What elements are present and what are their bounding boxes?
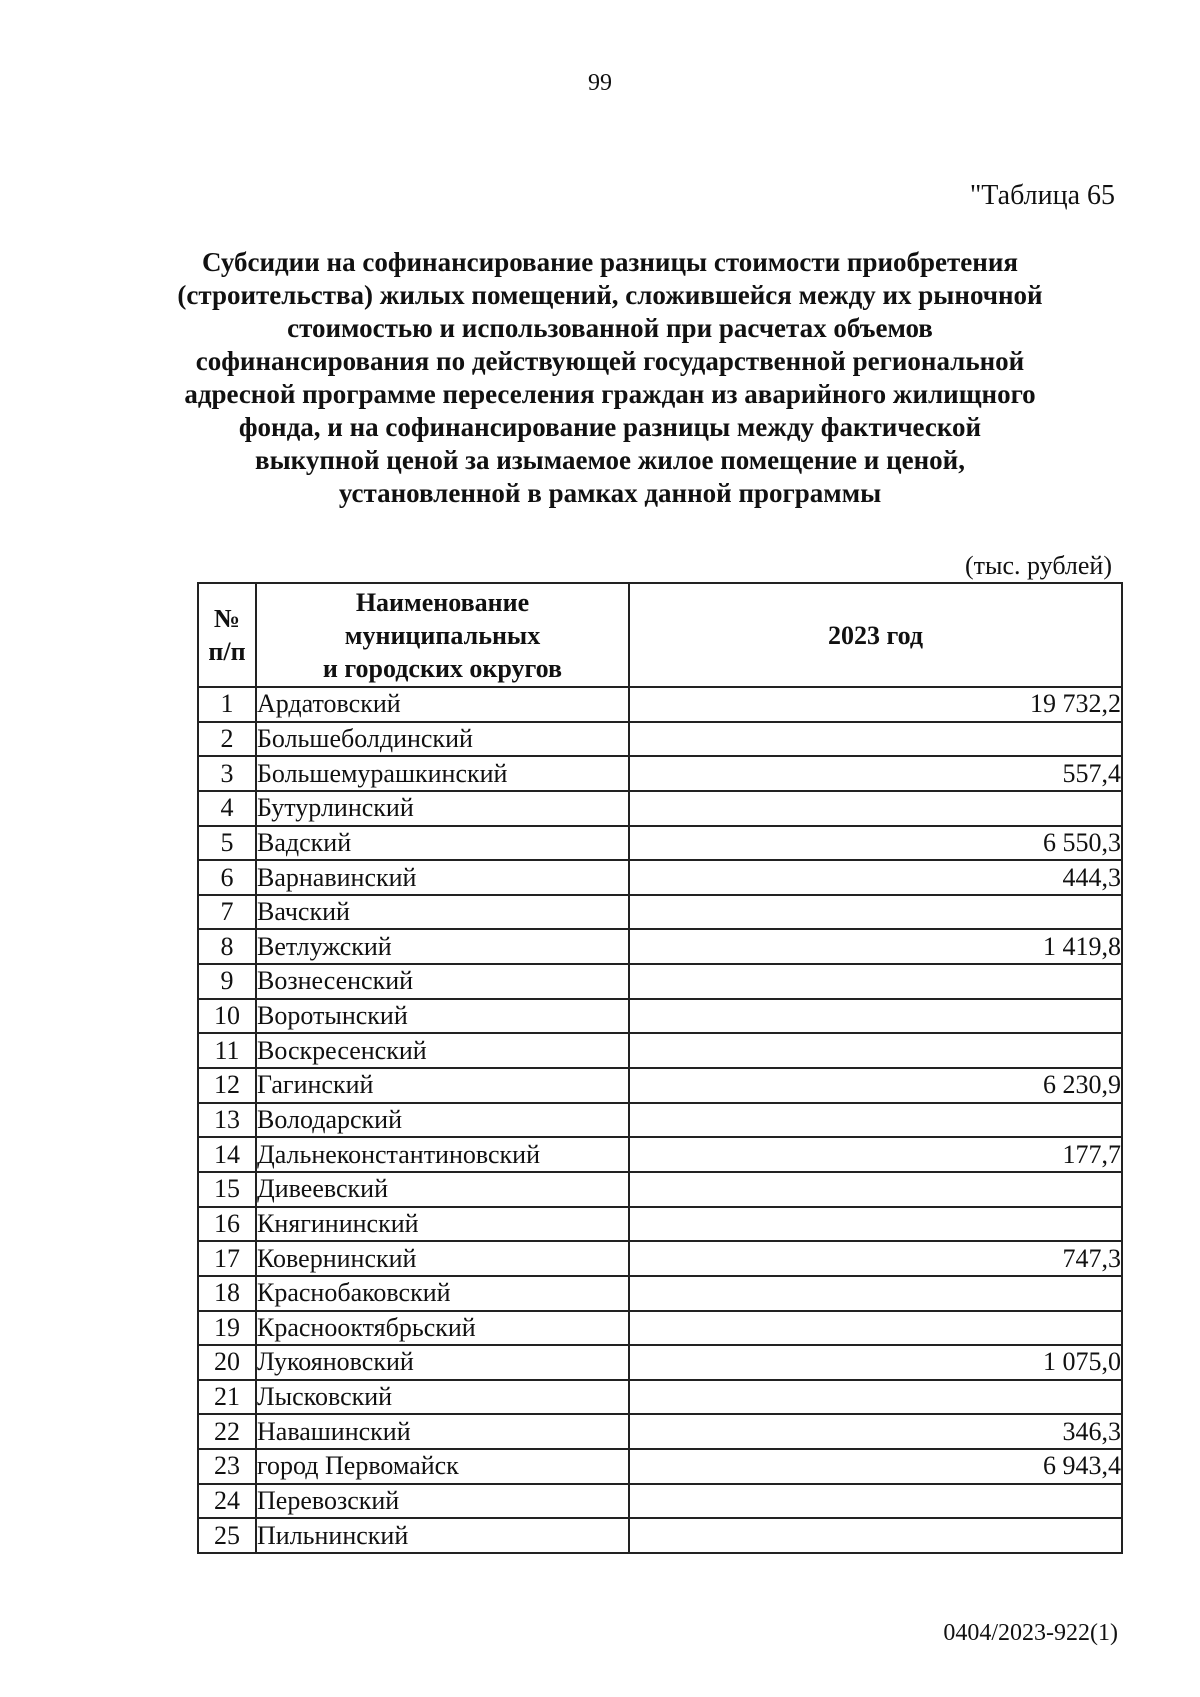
amount-2023 bbox=[629, 1033, 1122, 1068]
table-row bbox=[198, 1414, 1122, 1449]
amount-2023: 6 943,4 bbox=[629, 1449, 1122, 1484]
table-row bbox=[198, 895, 1122, 930]
municipality-name: Большемурашкинский bbox=[256, 756, 629, 791]
document-code: 0404/2023-922(1) bbox=[943, 1620, 1118, 1646]
amount-2023: 6 230,9 bbox=[629, 1068, 1122, 1103]
table-row bbox=[198, 1172, 1122, 1207]
amount-2023 bbox=[629, 1380, 1122, 1415]
title-line: адресной программе переселения граждан из аварийного жилищного bbox=[184, 379, 1036, 409]
table-row bbox=[198, 1137, 1122, 1172]
table-row bbox=[198, 1276, 1122, 1311]
amount-2023: 444,3 bbox=[629, 860, 1122, 895]
municipality-name: город Первомайск bbox=[256, 1449, 629, 1484]
amount-2023: 6 550,3 bbox=[629, 826, 1122, 861]
municipality-name: Дальнеконстантиновский bbox=[256, 1137, 629, 1172]
row-number: 15 bbox=[198, 1172, 256, 1207]
subsidy-table bbox=[197, 582, 1123, 1554]
municipality-name: Дивеевский bbox=[256, 1172, 629, 1207]
municipality-name: Ковернинский bbox=[256, 1241, 629, 1276]
amount-2023 bbox=[629, 1311, 1122, 1346]
row-number: 10 bbox=[198, 999, 256, 1034]
amount-2023: 1 419,8 bbox=[629, 929, 1122, 964]
amount-2023 bbox=[629, 1276, 1122, 1311]
table-row bbox=[198, 929, 1122, 964]
amount-2023 bbox=[629, 1484, 1122, 1519]
row-number: 20 bbox=[198, 1345, 256, 1380]
row-number: 14 bbox=[198, 1137, 256, 1172]
row-number: 23 bbox=[198, 1449, 256, 1484]
table-row bbox=[198, 1380, 1122, 1415]
table-row bbox=[198, 756, 1122, 791]
row-number: 11 bbox=[198, 1033, 256, 1068]
amount-2023 bbox=[629, 895, 1122, 930]
municipality-name: Ветлужский bbox=[256, 929, 629, 964]
table-row bbox=[198, 964, 1122, 999]
municipality-name: Большеболдинский bbox=[256, 722, 629, 757]
municipality-name: Бутурлинский bbox=[256, 791, 629, 826]
table-row bbox=[198, 791, 1122, 826]
table-row bbox=[198, 1033, 1122, 1068]
row-number: 8 bbox=[198, 929, 256, 964]
row-number: 2 bbox=[198, 722, 256, 757]
municipality-name: Пильнинский bbox=[256, 1518, 629, 1553]
amount-2023: 747,3 bbox=[629, 1241, 1122, 1276]
table-row bbox=[198, 826, 1122, 861]
row-number: 24 bbox=[198, 1484, 256, 1519]
amount-2023 bbox=[629, 1172, 1122, 1207]
amount-2023: 177,7 bbox=[629, 1137, 1122, 1172]
table-row bbox=[198, 1241, 1122, 1276]
table-label: "Таблица 65 bbox=[969, 180, 1115, 211]
row-number: 18 bbox=[198, 1276, 256, 1311]
amount-2023: 557,4 bbox=[629, 756, 1122, 791]
row-number: 5 bbox=[198, 826, 256, 861]
municipality-name: Лукояновский bbox=[256, 1345, 629, 1380]
row-number: 13 bbox=[198, 1103, 256, 1138]
header-number: № п/п bbox=[198, 583, 256, 687]
amount-2023 bbox=[629, 1207, 1122, 1242]
municipality-name: Вадский bbox=[256, 826, 629, 861]
title-line: установленной в рамках данной программы bbox=[338, 478, 882, 508]
title-line: софинансирования по действующей государственной региональной bbox=[195, 346, 1025, 376]
municipality-name: Воскресенский bbox=[256, 1033, 629, 1068]
row-number: 21 bbox=[198, 1380, 256, 1415]
row-number: 17 bbox=[198, 1241, 256, 1276]
row-number: 12 bbox=[198, 1068, 256, 1103]
title-line: стоимостью и использованной при расчетах объемов bbox=[287, 313, 933, 343]
unit-label: (тыс. рублей) bbox=[964, 551, 1112, 580]
table-row bbox=[198, 1518, 1122, 1553]
municipality-name: Княгининский bbox=[256, 1207, 629, 1242]
table-header-row bbox=[198, 583, 1122, 687]
row-number: 1 bbox=[198, 687, 256, 722]
amount-2023: 1 075,0 bbox=[629, 1345, 1122, 1380]
table-row bbox=[198, 1311, 1122, 1346]
amount-2023: 19 732,2 bbox=[629, 687, 1122, 722]
municipality-name: Вознесенский bbox=[256, 964, 629, 999]
row-number: 3 bbox=[198, 756, 256, 791]
municipality-name: Ардатовский bbox=[256, 687, 629, 722]
row-number: 19 bbox=[198, 1311, 256, 1346]
amount-2023 bbox=[629, 791, 1122, 826]
table-row bbox=[198, 687, 1122, 722]
title-line: фонда, и на софинансирование разницы между фактической bbox=[238, 412, 982, 442]
table-row bbox=[198, 1449, 1122, 1484]
row-number: 16 bbox=[198, 1207, 256, 1242]
title-line: выкупной ценой за изымаемое жилое помещение и ценой, bbox=[255, 445, 965, 475]
row-number: 25 bbox=[198, 1518, 256, 1553]
title-line: Субсидии на софинансирование разницы стоимости приобретения bbox=[202, 247, 1018, 277]
table-row bbox=[198, 1484, 1122, 1519]
municipality-name: Воротынский bbox=[256, 999, 629, 1034]
row-number: 7 bbox=[198, 895, 256, 930]
amount-2023 bbox=[629, 964, 1122, 999]
municipality-name: Володарский bbox=[256, 1103, 629, 1138]
municipality-name: Гагинский bbox=[256, 1068, 629, 1103]
row-number: 6 bbox=[198, 860, 256, 895]
title-line: (строительства) жилых помещений, сложившейся между их рыночной bbox=[177, 280, 1043, 310]
amount-2023 bbox=[629, 722, 1122, 757]
document-title bbox=[150, 246, 1070, 510]
municipality-name: Краснобаковский bbox=[256, 1276, 629, 1311]
row-number: 22 bbox=[198, 1414, 256, 1449]
table-row bbox=[198, 1103, 1122, 1138]
municipality-name: Вачский bbox=[256, 895, 629, 930]
amount-2023: 346,3 bbox=[629, 1414, 1122, 1449]
header-municipality: Наименование муниципальных и городских округов bbox=[256, 583, 629, 687]
table-row bbox=[198, 1207, 1122, 1242]
amount-2023 bbox=[629, 1103, 1122, 1138]
municipality-name: Навашинский bbox=[256, 1414, 629, 1449]
row-number: 9 bbox=[198, 964, 256, 999]
table-row bbox=[198, 860, 1122, 895]
table-row bbox=[198, 722, 1122, 757]
amount-2023 bbox=[629, 1518, 1122, 1553]
table-row bbox=[198, 1068, 1122, 1103]
municipality-name: Лысковский bbox=[256, 1380, 629, 1415]
municipality-name: Варнавинский bbox=[256, 860, 629, 895]
amount-2023 bbox=[629, 999, 1122, 1034]
table-row bbox=[198, 999, 1122, 1034]
municipality-name: Перевозский bbox=[256, 1484, 629, 1519]
municipality-name: Краснооктябрьский bbox=[256, 1311, 629, 1346]
row-number: 4 bbox=[198, 791, 256, 826]
page-number: 99 bbox=[588, 70, 612, 96]
header-year: 2023 год bbox=[629, 583, 1122, 687]
table-row bbox=[198, 1345, 1122, 1380]
